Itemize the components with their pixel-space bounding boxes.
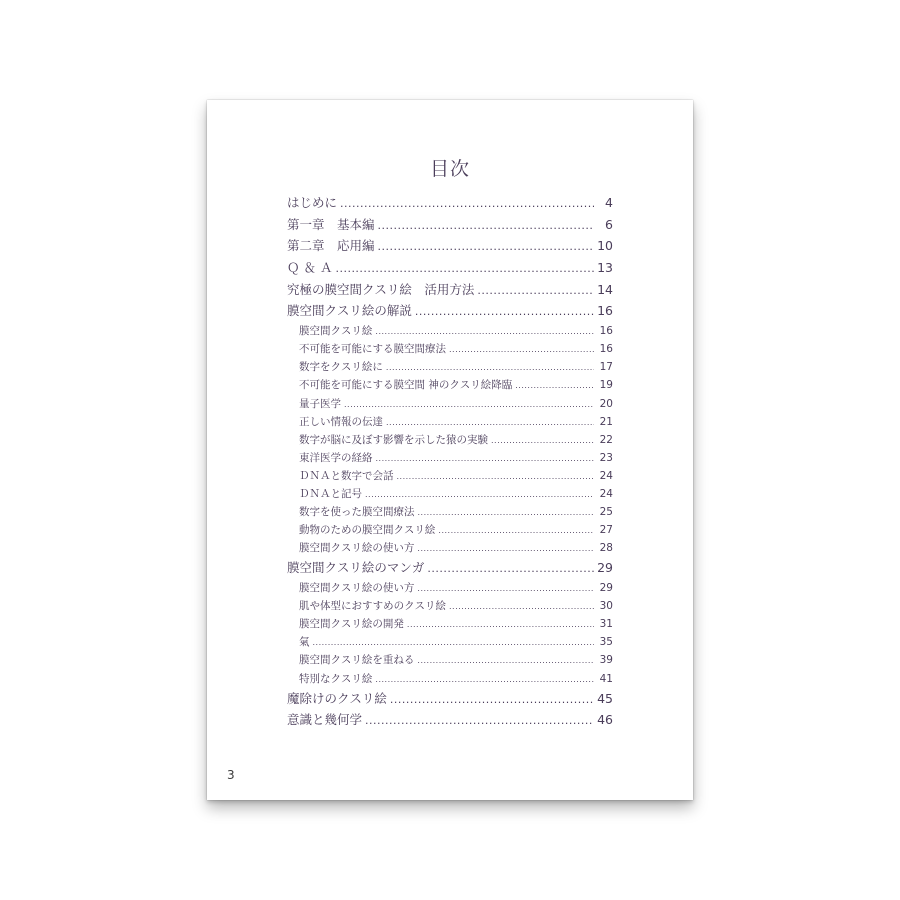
toc-entry-label: 東洋医学の経絡 bbox=[299, 451, 373, 464]
toc-entry-page: 46 bbox=[597, 712, 613, 728]
toc-entry-label: 膜空間クスリ絵 bbox=[299, 325, 373, 338]
dot-leader bbox=[415, 300, 594, 322]
toc-entry bbox=[287, 557, 613, 579]
toc-entry bbox=[287, 257, 613, 279]
toc-subentry bbox=[287, 521, 613, 539]
document-page bbox=[207, 100, 693, 800]
dot-leader bbox=[386, 413, 594, 431]
dot-leader bbox=[438, 521, 594, 539]
toc-entry-page: 19 bbox=[599, 379, 613, 392]
toc-entry-label: 氣 bbox=[299, 636, 310, 649]
dot-leader bbox=[515, 376, 594, 394]
toc-entry-label: 意識と幾何学 bbox=[287, 712, 363, 728]
dot-leader bbox=[375, 670, 594, 688]
toc-entry-label: ＤＮＡと記号 bbox=[299, 487, 362, 500]
toc-entry-page: 14 bbox=[597, 281, 613, 297]
toc-entry-page: 16 bbox=[597, 303, 613, 319]
toc-subentry bbox=[287, 431, 613, 449]
toc-entry-page: 10 bbox=[597, 238, 613, 254]
page-number: 3 bbox=[227, 768, 235, 782]
toc-subentry bbox=[287, 633, 613, 651]
toc-entry bbox=[287, 709, 613, 731]
toc-subentry bbox=[287, 376, 613, 394]
toc-entry-label: 膜空間クスリ絵の使い方 bbox=[299, 542, 415, 555]
dot-leader bbox=[418, 503, 595, 521]
toc-entry-label: 第一章 基本編 bbox=[287, 216, 375, 232]
dot-leader bbox=[365, 485, 594, 503]
toc-entry bbox=[287, 235, 613, 257]
toc-subentry bbox=[287, 597, 613, 615]
toc-subentry bbox=[287, 340, 613, 358]
dot-leader bbox=[313, 633, 595, 651]
toc-entry-label: 数字を使った膜空間療法 bbox=[299, 506, 415, 519]
toc-entry-page: 6 bbox=[605, 216, 613, 232]
toc-entry-page: 22 bbox=[599, 433, 613, 446]
dot-leader bbox=[375, 322, 594, 340]
toc-entry-page: 27 bbox=[599, 524, 613, 537]
dot-leader bbox=[477, 279, 594, 301]
toc-entry bbox=[287, 214, 613, 236]
dot-leader bbox=[390, 688, 594, 710]
toc-entry-page: 41 bbox=[599, 672, 613, 685]
dot-leader bbox=[449, 597, 594, 615]
toc-entry-page: 29 bbox=[599, 582, 613, 595]
toc-entry bbox=[287, 300, 613, 322]
toc-subentry bbox=[287, 395, 613, 413]
toc-entry-label: 不可能を可能にする膜空間 神のクスリ絵降臨 bbox=[299, 379, 513, 392]
toc-subentry bbox=[287, 615, 613, 633]
toc-entry-page: 13 bbox=[597, 260, 613, 276]
toc-entry-page: 45 bbox=[597, 690, 613, 706]
dot-leader bbox=[378, 214, 594, 236]
toc-entry-page: 28 bbox=[599, 542, 613, 555]
dot-leader bbox=[427, 557, 594, 579]
toc-entry-page: 25 bbox=[599, 506, 613, 519]
toc-subentry bbox=[287, 670, 613, 688]
dot-leader bbox=[417, 539, 594, 557]
dot-leader bbox=[417, 579, 594, 597]
toc-entry-label: 数字をクスリ絵に bbox=[299, 361, 383, 374]
toc-entry-label: 動物のための膜空間クスリ絵 bbox=[299, 524, 436, 537]
toc-entry bbox=[287, 192, 613, 214]
toc-entry-page: 16 bbox=[599, 343, 613, 356]
toc-entry-label: 量子医学 bbox=[299, 397, 341, 410]
dot-leader bbox=[365, 709, 594, 731]
dot-leader bbox=[335, 257, 594, 279]
dot-leader bbox=[417, 651, 594, 669]
toc-entry-page: 16 bbox=[599, 325, 613, 338]
toc-subentry bbox=[287, 322, 613, 340]
toc-entry-label: ＤＮＡと数字で会話 bbox=[299, 469, 394, 482]
toc-entry bbox=[287, 688, 613, 710]
toc-entry-page: 29 bbox=[597, 560, 613, 576]
toc-subentry bbox=[287, 579, 613, 597]
toc-subentry bbox=[287, 413, 613, 431]
toc-entry-label: 膜空間クスリ絵の解説 bbox=[287, 303, 412, 319]
toc-entry-label: 膜空間クスリ絵を重ねる bbox=[299, 654, 415, 667]
toc-subentry bbox=[287, 467, 613, 485]
toc-entry-label: 数字が脳に及ぼす影響を示した猿の実験 bbox=[299, 433, 488, 446]
dot-leader bbox=[491, 431, 594, 449]
dot-leader bbox=[407, 615, 594, 633]
dot-leader bbox=[378, 235, 594, 257]
toc-entry-label: 膜空間クスリ絵の開発 bbox=[299, 618, 404, 631]
toc-entry-page: 30 bbox=[599, 600, 613, 613]
dot-leader bbox=[376, 449, 595, 467]
table-of-contents bbox=[287, 192, 613, 731]
dot-leader bbox=[340, 192, 594, 214]
toc-entry-label: 魔除けのクスリ絵 bbox=[287, 690, 387, 706]
toc-entry-label: 第二章 応用編 bbox=[287, 238, 375, 254]
toc-entry-label: 肌や体型におすすめのクスリ絵 bbox=[299, 600, 446, 613]
toc-entry-label: 膜空間クスリ絵の使い方 bbox=[299, 582, 415, 595]
toc-entry-label: Ｑ ＆ Ａ bbox=[287, 260, 333, 276]
toc-entry bbox=[287, 279, 613, 301]
toc-entry-page: 20 bbox=[599, 397, 613, 410]
dot-leader bbox=[344, 395, 594, 413]
dot-leader bbox=[386, 358, 594, 376]
toc-subentry bbox=[287, 651, 613, 669]
toc-entry-page: 17 bbox=[599, 361, 613, 374]
toc-entry-page: 21 bbox=[599, 415, 613, 428]
dot-leader bbox=[449, 340, 594, 358]
dot-leader bbox=[397, 467, 595, 485]
toc-subentry bbox=[287, 503, 613, 521]
toc-entry-label: 究極の膜空間クスリ絵 活用方法 bbox=[287, 281, 475, 297]
toc-entry-label: 不可能を可能にする膜空間療法 bbox=[299, 343, 446, 356]
toc-entry-page: 35 bbox=[599, 636, 613, 649]
toc-entry-page: 39 bbox=[599, 654, 613, 667]
toc-subentry bbox=[287, 358, 613, 376]
toc-subentry bbox=[287, 449, 613, 467]
toc-entry-label: はじめに bbox=[287, 195, 338, 210]
toc-title: 目次 bbox=[429, 158, 470, 180]
toc-entry-label: 正しい情報の伝達 bbox=[299, 415, 383, 428]
toc-subentry bbox=[287, 539, 613, 557]
toc-entry-page: 23 bbox=[599, 451, 613, 464]
toc-entry-page: 4 bbox=[605, 195, 613, 210]
toc-entry-page: 24 bbox=[599, 469, 613, 482]
toc-subentry bbox=[287, 485, 613, 503]
toc-entry-label: 膜空間クスリ絵のマンガ bbox=[287, 560, 425, 576]
toc-entry-page: 31 bbox=[599, 618, 613, 631]
toc-entry-page: 24 bbox=[599, 487, 613, 500]
toc-entry-label: 特別なクスリ絵 bbox=[299, 672, 373, 685]
